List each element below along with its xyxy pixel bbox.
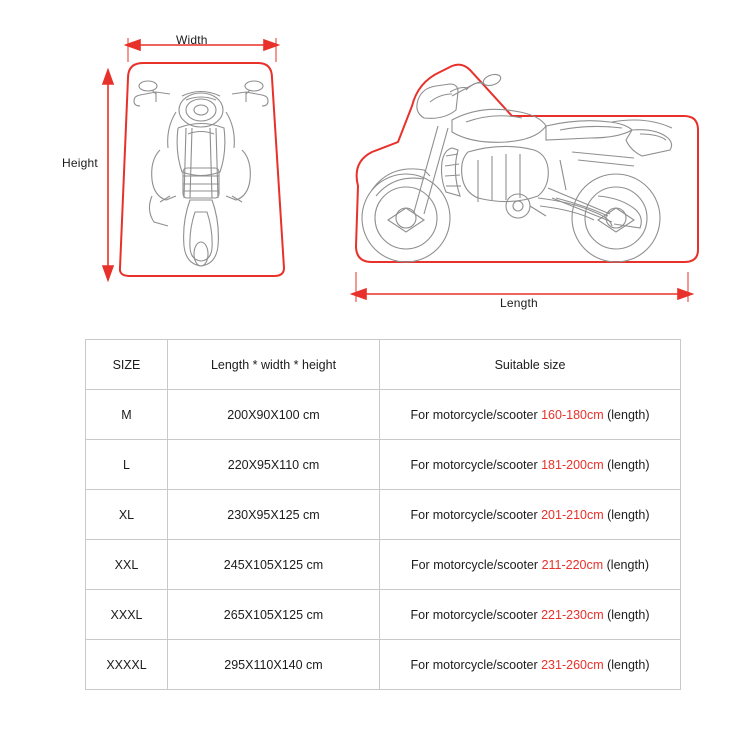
height-label: Height [62, 156, 98, 170]
suitable-suffix: (length) [603, 507, 650, 522]
table-row [86, 590, 681, 640]
suitable-range: 211-220cm [541, 557, 604, 572]
side-view-group [352, 65, 698, 302]
cell-size: M [86, 390, 168, 440]
table-row [86, 490, 681, 540]
suitable-prefix: For motorcycle/scooter [410, 557, 542, 572]
table-body [86, 390, 681, 690]
suitable-suffix: (length) [603, 407, 650, 422]
cell-suitable [380, 440, 681, 490]
size-table [85, 339, 681, 690]
table-row [86, 540, 681, 590]
cell-suitable [380, 490, 681, 540]
side-motorcycle-sketch [362, 72, 672, 262]
suitable-prefix: For motorcycle/scooter [410, 607, 542, 622]
cell-dimensions: 245X105X125 cm [168, 540, 380, 590]
cell-dimensions: 230X95X125 cm [168, 490, 380, 540]
suitable-range: 181-200cm [541, 457, 604, 472]
cell-dimensions: 200X90X100 cm [168, 390, 380, 440]
table-header-row [86, 340, 681, 390]
front-view-group [103, 38, 284, 280]
cell-suitable [380, 390, 681, 440]
cell-suitable [380, 540, 681, 590]
suitable-prefix: For motorcycle/scooter [410, 507, 542, 522]
header-size: SIZE [86, 340, 168, 390]
suitable-suffix: (length) [603, 607, 650, 622]
suitable-suffix: (length) [603, 557, 650, 572]
suitable-suffix: (length) [603, 457, 650, 472]
suitable-range: 231-260cm [541, 657, 604, 672]
cell-dimensions: 295X110X140 cm [168, 640, 380, 690]
side-cover-outline [356, 65, 698, 262]
height-dimension-arrow [103, 70, 113, 280]
suitable-prefix: For motorcycle/scooter [410, 407, 542, 422]
suitable-prefix: For motorcycle/scooter [410, 457, 542, 472]
size-diagram [0, 0, 750, 330]
suitable-range: 221-230cm [541, 607, 604, 622]
cell-suitable [380, 590, 681, 640]
suitable-range: 201-210cm [541, 507, 604, 522]
table-row [86, 390, 681, 440]
cell-suitable [380, 640, 681, 690]
header-suitable-size: Suitable size [380, 340, 681, 390]
width-label: Width [176, 33, 208, 47]
diagram-svg [0, 0, 750, 330]
suitable-range: 160-180cm [541, 407, 604, 422]
suitable-prefix: For motorcycle/scooter [410, 657, 542, 672]
cell-size: L [86, 440, 168, 490]
front-motorcycle-sketch [134, 81, 268, 266]
size-table-wrap [85, 339, 680, 690]
suitable-suffix: (length) [603, 657, 650, 672]
cell-size: XXXL [86, 590, 168, 640]
length-label: Length [500, 296, 538, 310]
table-row [86, 440, 681, 490]
cell-size: XXXXL [86, 640, 168, 690]
cell-size: XXL [86, 540, 168, 590]
cell-size: XL [86, 490, 168, 540]
cell-dimensions: 265X105X125 cm [168, 590, 380, 640]
header-dimensions: Length * width * height [168, 340, 380, 390]
table-row [86, 640, 681, 690]
cell-dimensions: 220X95X110 cm [168, 440, 380, 490]
